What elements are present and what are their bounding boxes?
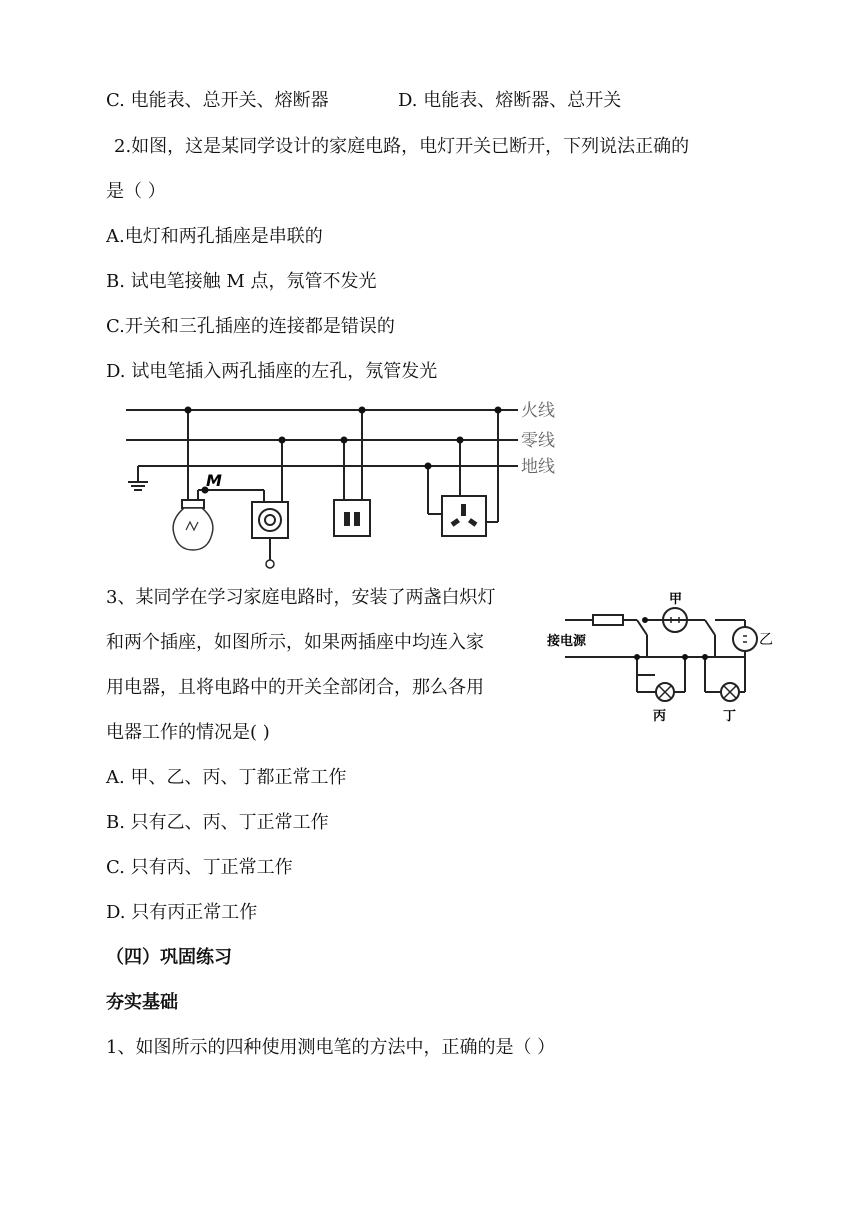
lamp-ding-label: 丁: [723, 709, 737, 724]
socket-yi-label: 乙: [759, 632, 773, 648]
q2-option-a: A.电灯和两孔插座是串联的: [106, 226, 323, 247]
ground-wire-label: 地线: [521, 457, 555, 477]
q3-option-a: A. 甲、乙、丙、丁都正常工作: [106, 767, 347, 788]
q3-stem-line2: 和两个插座，如图所示，如果两插座中均连入家: [106, 632, 484, 653]
q3-circuit-diagram: [545, 585, 785, 733]
q2-stem-line2: 是（ ）: [106, 181, 166, 202]
q2-stem-line1: 2.如图，这是某同学设计的家庭电路，电灯开关已断开，下列说法正确的: [114, 136, 690, 157]
q3-option-d: D. 只有丙正常工作: [106, 902, 258, 923]
q3-stem-line3: 用电器，且将电路中的开关全部闭合，那么各用: [106, 677, 484, 698]
power-source-label: 接电源: [547, 634, 587, 649]
point-m-label: M: [206, 471, 222, 490]
q2-option-d: D. 试电笔插入两孔插座的左孔，氖管发光: [106, 361, 438, 382]
q3-stem-line1: 3、某同学在学习家庭电路时，安装了两盏白炽灯: [106, 587, 496, 608]
live-wire-label: 火线: [521, 401, 555, 421]
q3-option-b: B. 只有乙、丙、丁正常工作: [106, 812, 329, 833]
lamp-bing-label: 丙: [653, 709, 667, 724]
neutral-wire-label: 零线: [521, 431, 555, 451]
section-subtitle: 夯实基础: [106, 992, 178, 1013]
q1-option-d: D. 电能表、熔断器、总开关: [398, 90, 622, 111]
q4-stem: 1、如图所示的四种使用测电笔的方法中，正确的是（ ）: [106, 1037, 556, 1058]
q3-stem-line4: 电器工作的情况是( ): [106, 722, 270, 743]
q2-option-c: C.开关和三孔插座的连接都是错误的: [106, 316, 395, 337]
q2-option-b: B. 试电笔接触 M 点，氖管不发光: [106, 271, 377, 292]
q1-option-c: C. 电能表、总开关、熔断器: [106, 90, 329, 111]
section-title: （四）巩固练习: [106, 947, 232, 968]
socket-jia-label: 甲: [669, 592, 683, 607]
q3-option-c: C. 只有丙、丁正常工作: [106, 857, 293, 878]
q2-circuit-diagram: [120, 396, 580, 572]
